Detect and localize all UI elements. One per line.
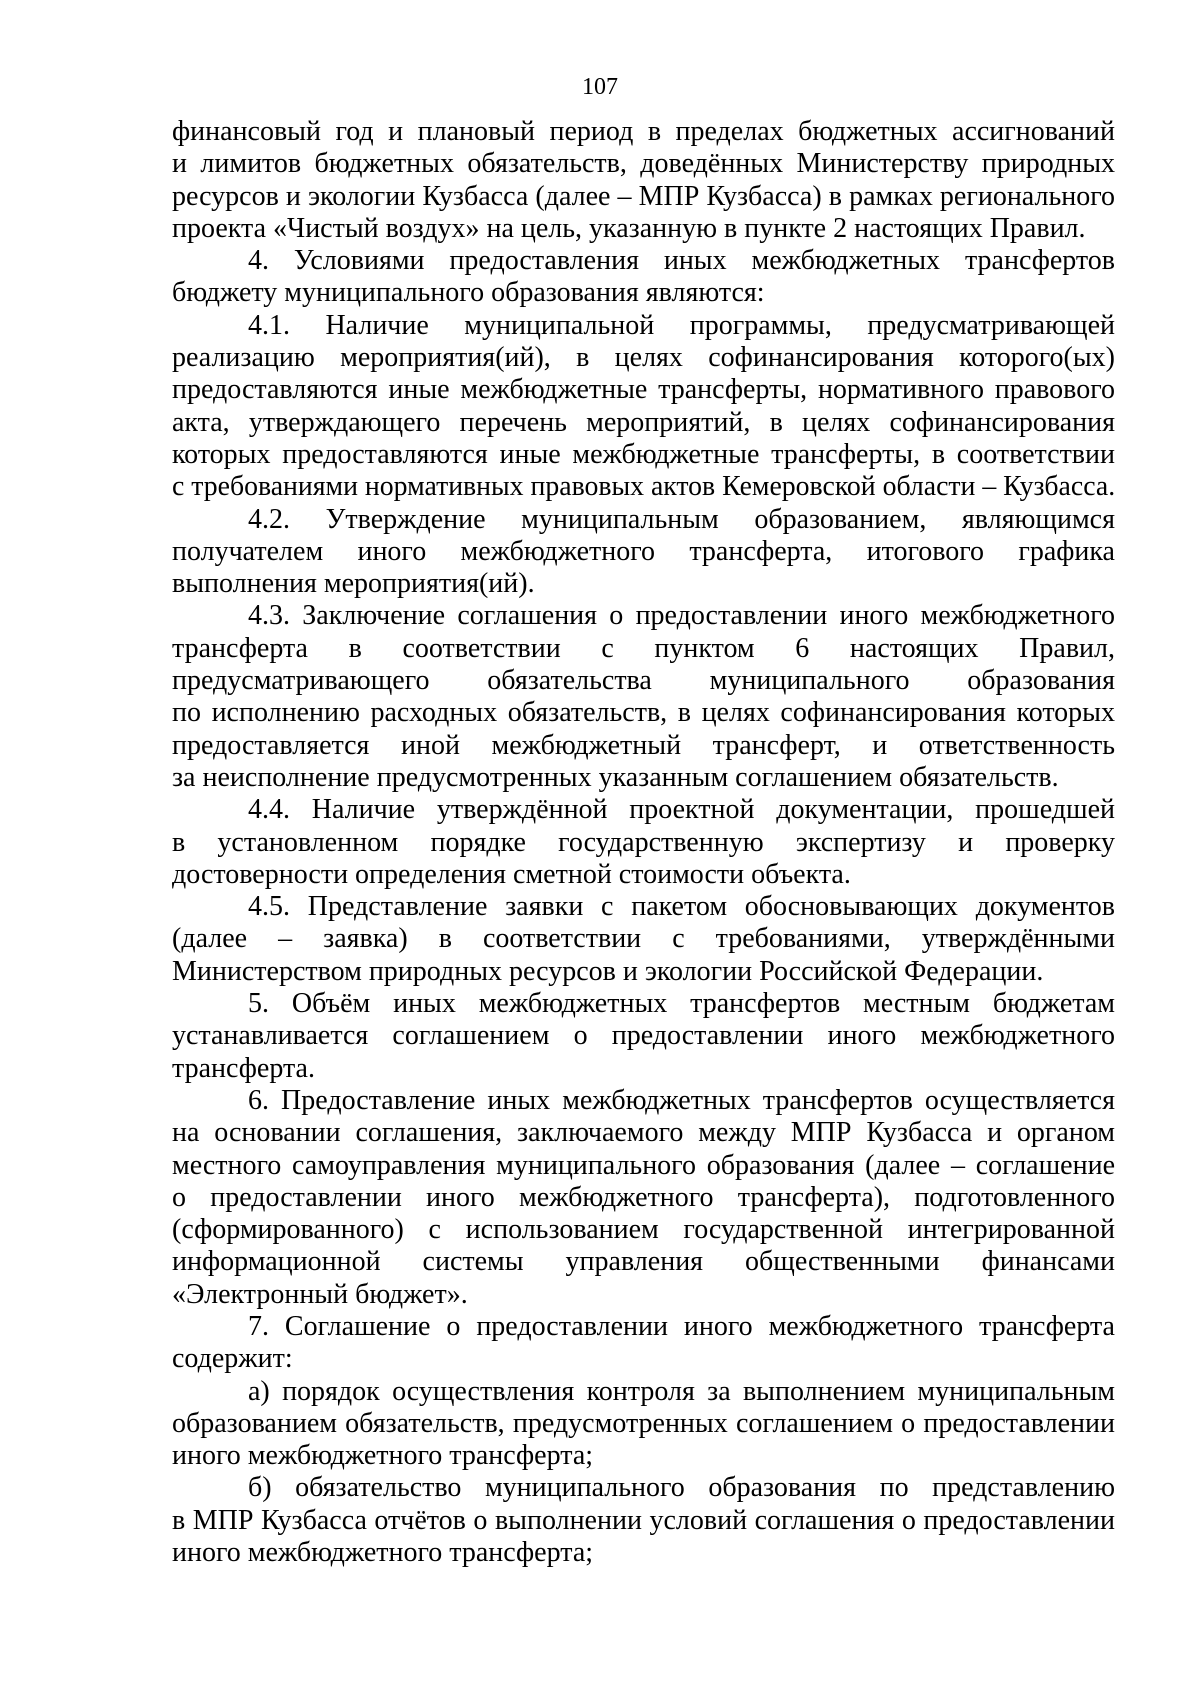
paragraph [172, 1085, 1115, 1311]
text-line: 4.5. Представление заявки с пакетом обосновывающих документов [248, 891, 1115, 923]
paragraph [172, 988, 1115, 1085]
text-line: а) порядок осуществления контроля за выполнением муниципальным [248, 1375, 1115, 1407]
text-line: информационной системы управления общественными финансами [172, 1246, 1115, 1278]
text-line: 7. Соглашение о предоставлении иного межбюджетного трансферта [248, 1310, 1115, 1342]
paragraph [172, 1472, 1115, 1569]
text-line: б) обязательство муниципального образования по представлению [248, 1472, 1115, 1504]
text-line: в установленном порядке государственную экспертизу и проверку [172, 826, 1115, 858]
text-line: Министерством природных ресурсов и экологии Российской Федерации. [172, 955, 1044, 987]
text-line: 6. Предоставление иных межбюджетных трансфертов осуществляется [248, 1084, 1115, 1116]
paragraph [172, 504, 1115, 601]
text-line: 4.3. Заключение соглашения о предоставлении иного межбюджетного [248, 600, 1115, 632]
paragraph [172, 794, 1115, 891]
text-line: по исполнению расходных обязательств, в целях софинансирования которых [172, 697, 1115, 729]
text-line: местного самоуправления муниципального образования (далее – соглашение [172, 1149, 1115, 1181]
paragraph [172, 1311, 1115, 1376]
paragraph [172, 116, 1115, 245]
text-line: иного межбюджетного трансферта; [172, 1440, 594, 1472]
text-line: финансовый год и плановый период в пределах бюджетных ассигнований [172, 116, 1115, 147]
text-line: образованием обязательств, предусмотренных соглашением о предоставлении [172, 1407, 1115, 1439]
text-line: ресурсов и экологии Кузбасса (далее – МПР Кузбасса) в рамках регионального [172, 180, 1115, 212]
text-line: устанавливается соглашением о предоставлении иного межбюджетного [172, 1020, 1115, 1052]
paragraph [172, 310, 1115, 504]
text-line: 4.2. Утверждение муниципальным образованием, являющимся [248, 503, 1115, 535]
document-body [172, 116, 1115, 1569]
text-line: (далее – заявка) в соответствии с требованиями, утверждёнными [172, 923, 1115, 955]
text-line: (сформированного) с использованием государственной интегрированной [172, 1214, 1115, 1246]
text-line: предоставляется иной межбюджетный трансферт, и ответственность [172, 729, 1115, 761]
text-line: 4.1. Наличие муниципальной программы, предусматривающей [248, 309, 1115, 341]
page-number: 107 [582, 74, 618, 100]
text-line: получателем иного межбюджетного трансферта, итогового графика [172, 535, 1115, 567]
text-line: иного межбюджетного трансферта; [172, 1537, 594, 1569]
text-line: 4. Условиями предоставления иных межбюджетных трансфертов [248, 245, 1115, 277]
paragraph [172, 245, 1115, 310]
text-line: которых предоставляются иные межбюджетные трансферты, в соответствии [172, 438, 1115, 470]
text-line: предоставляются иные межбюджетные трансферты, нормативного правового [172, 374, 1115, 406]
text-line: реализацию мероприятия(ий), в целях софинансирования которого(ых) [172, 342, 1115, 374]
text-line: за неисполнение предусмотренных указанным соглашением обязательств. [172, 761, 1059, 793]
text-line: трансферта. [172, 1052, 315, 1084]
text-line: в МПР Кузбасса отчётов о выполнении условий соглашения о предоставлении [172, 1504, 1115, 1536]
paragraph [172, 1376, 1115, 1473]
text-line: трансферта в соответствии с пунктом 6 настоящих Правил, [172, 632, 1115, 664]
text-line: акта, утверждающего перечень мероприятий, в целях софинансирования [172, 406, 1115, 438]
text-line: проекта «Чистый воздух» на цель, указанную в пункте 2 настоящих Правил. [172, 212, 1086, 244]
text-line: о предоставлении иного межбюджетного трансферта), подготовленного [172, 1181, 1115, 1213]
text-line: «Электронный бюджет». [172, 1278, 468, 1310]
text-line: бюджету муниципального образования являются: [172, 277, 765, 309]
paragraph [172, 891, 1115, 988]
text-line: достоверности определения сметной стоимости объекта. [172, 858, 851, 890]
text-line: 5. Объём иных межбюджетных трансфертов местным бюджетам [248, 988, 1115, 1020]
text-line: с требованиями нормативных правовых актов Кемеровской области – Кузбасса. [172, 471, 1116, 503]
text-line: на основании соглашения, заключаемого между МПР Кузбасса и органом [172, 1117, 1115, 1149]
text-line: предусматривающего обязательства муниципального образования [172, 665, 1115, 697]
text-line: выполнения мероприятия(ий). [172, 568, 535, 600]
paragraph [172, 600, 1115, 794]
text-line: 4.4. Наличие утверждённой проектной документации, прошедшей [248, 794, 1115, 826]
text-line: содержит: [172, 1343, 293, 1375]
text-line: и лимитов бюджетных обязательств, доведённых Министерству природных [172, 148, 1115, 180]
